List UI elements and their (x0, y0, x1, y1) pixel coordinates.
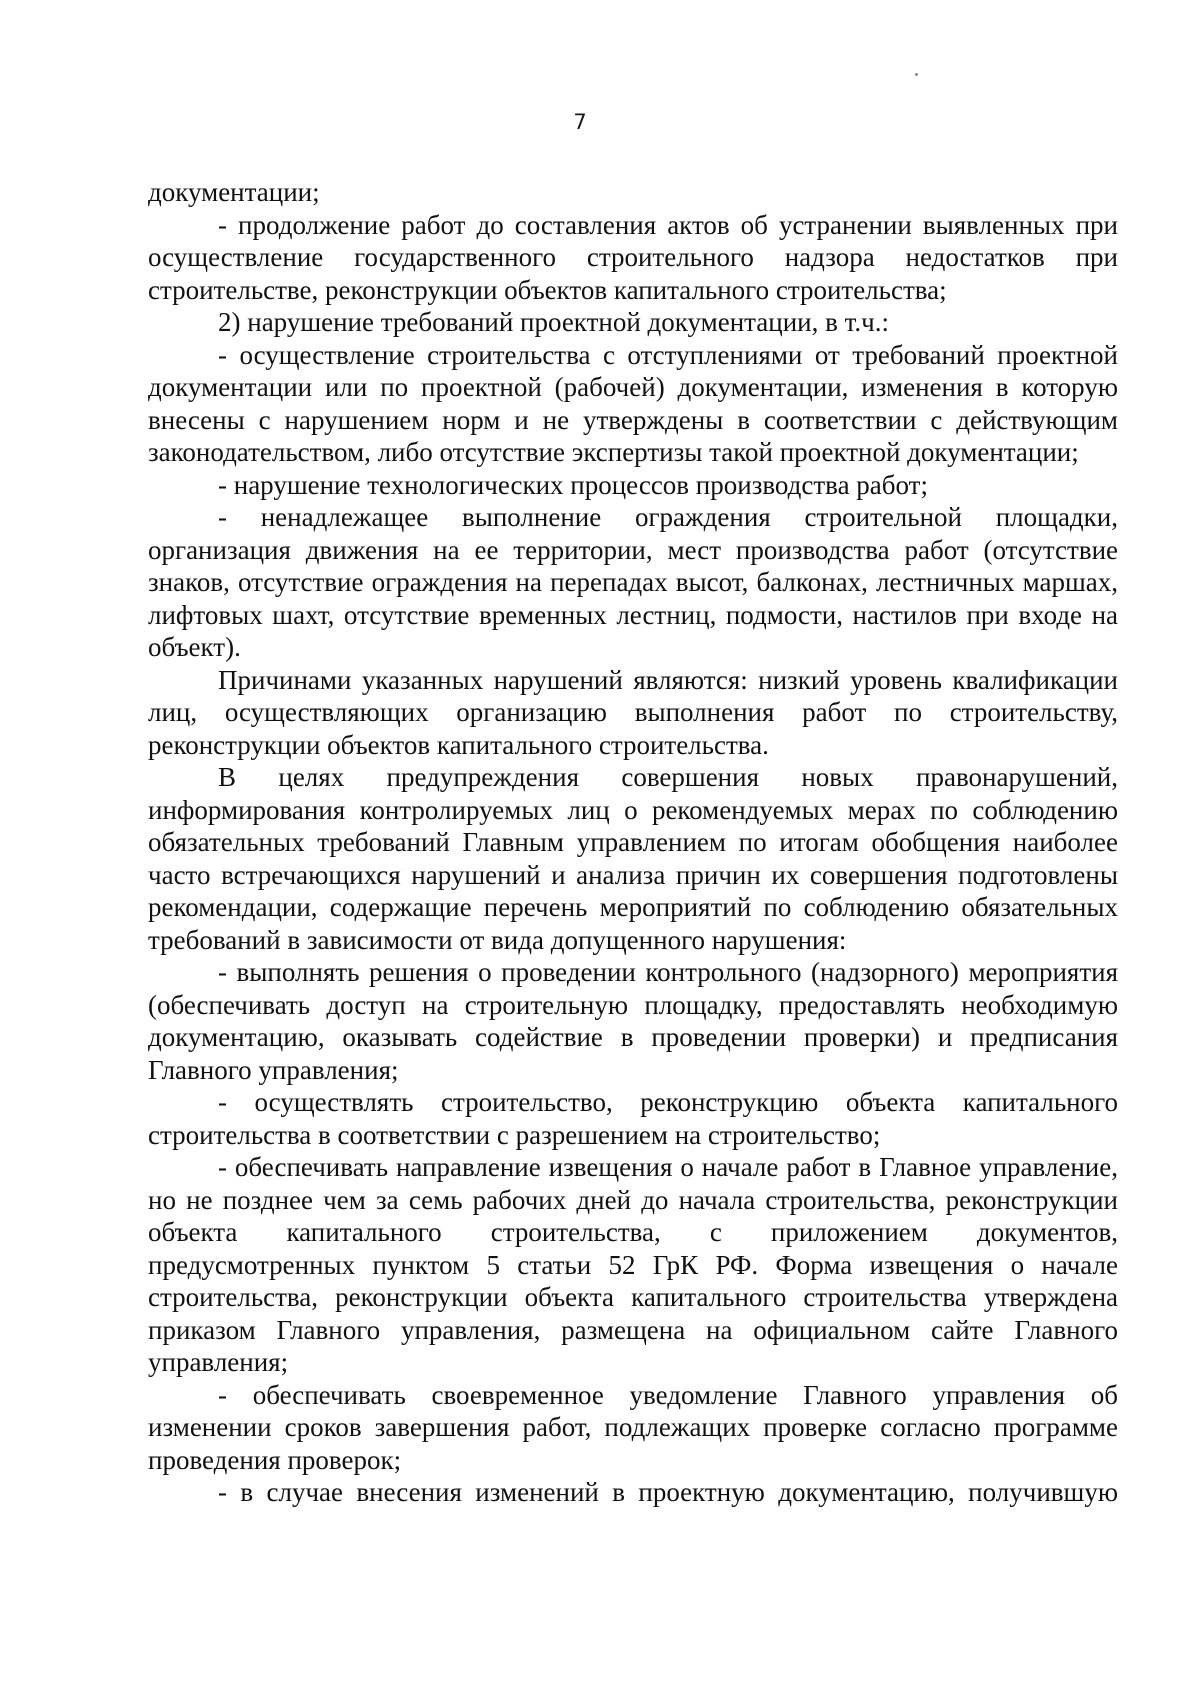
paragraph-4: - осуществление строительства с отступлениями от требований проектной документации или по проектной (рабочей) документации, изменения в которую внесены с нарушением норм и не утверждены в соответствии с действующим законодательством, либо отсутствие экспертизы такой проектной документации; (148, 339, 1118, 467)
paragraph-11: - обеспечивать направление извещения о начале работ в Главное управление, но не позднее чем за семь рабочих дней до начала строительства, реконструкции объекта капитального строительства, с приложением документов, предусмотренных пунктом 5 статьи 52 ГрК РФ. Форма извещения о начале строительства, реконструкции объекта капитального строительства утверждена приказом Главного управления, размещена на официальном сайте Главного управления; (148, 1152, 1118, 1377)
paragraph-12: - обеспечивать своевременное уведомление Главного управления об изменении сроков завершения работ, подлежащих проверке согласно программе проведения проверок; (148, 1379, 1118, 1475)
paragraph-1: документации; (148, 177, 320, 207)
paragraph-9: - выполнять решения о проведении контрольного (надзорного) мероприятия (обеспечивать доступ на строительную площадку, предоставлять необходимую документацию, оказывать содействие в проведении проверки) и предписания Главного управления; (148, 957, 1118, 1085)
paragraph-13: - в случае внесения изменений в проектную документацию, получившую (218, 1477, 1118, 1507)
paragraph-6: - ненадлежащее выполнение ограждения строительной площадки, организация движения на ее территории, мест производства работ (отсутствие знаков, отсутствие ограждения на перепадах высот, балконах, лестничных маршах, лифтовых шахт, отсутствие временных лестниц, подмости, настилов при входе на объект). (148, 502, 1118, 662)
paragraph-5: - нарушение технологических процессов производства работ; (218, 469, 928, 500)
paragraph-10: - осуществлять строительство, реконструкцию объекта капитального строительства в соответствии с разрешением на строительство; (148, 1087, 1118, 1150)
paragraph-8: В целях предупреждения совершения новых правонарушений, информирования контролируемых лиц о рекомендуемых мерах по соблюдению обязательных требований Главным управлением по итогам обобщения наиболее часто встречающихся нарушений и анализа причин их совершения подготовлены рекомендации, содержащие перечень мероприятий по соблюдению обязательных требований в зависимости от вида допущенного нарушения: (148, 762, 1118, 955)
paragraph-2: - продолжение работ до составления актов об устранении выявленных при осуществление государственного строительного надзора недостатков при строительстве, реконструкции объектов капитального строительства; (148, 209, 1118, 305)
page-number: 7 (573, 110, 587, 134)
paragraph-3: 2) нарушение требований проектной документации, в т.ч.: (218, 307, 889, 337)
scan-speck (915, 73, 918, 76)
document-body (148, 176, 1118, 1509)
paragraph-7: Причинами указанных нарушений являются: низкий уровень квалификации лиц, осуществляющих организацию выполнения работ по строительству, реконструкции объектов капитального строительства. (148, 664, 1118, 760)
